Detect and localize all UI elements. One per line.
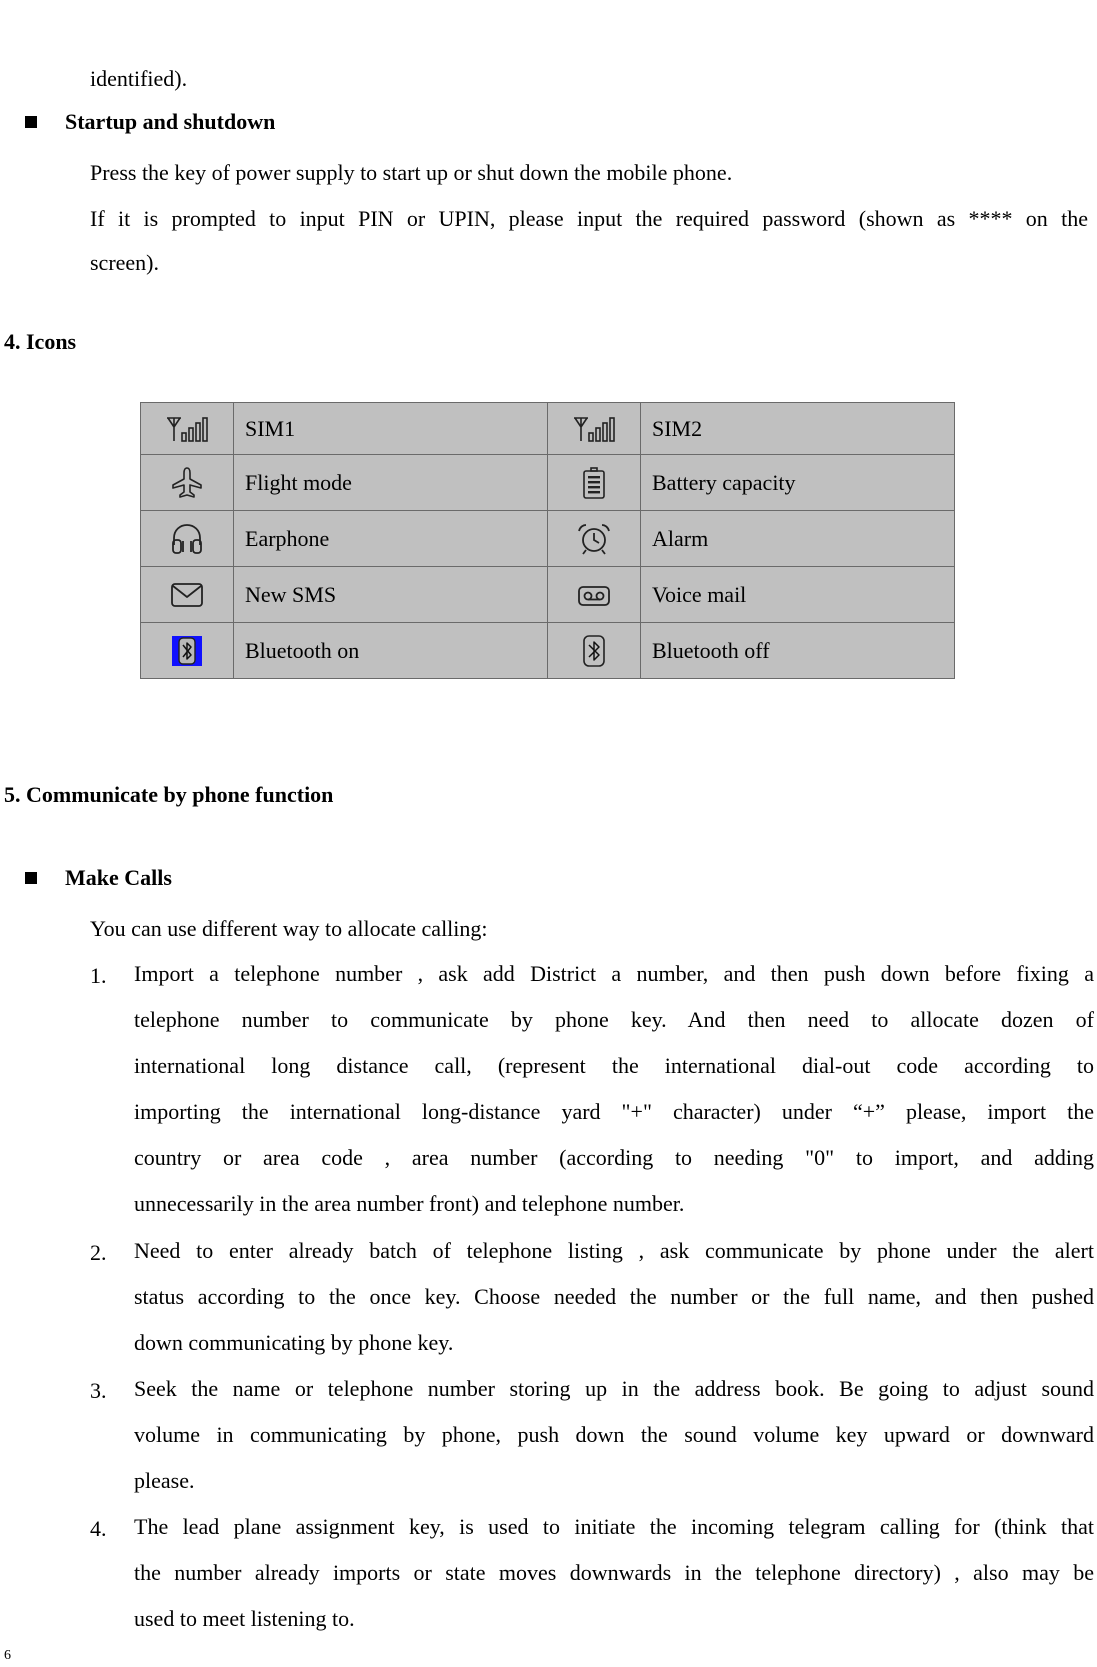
list-item-line: Seek the name or telephone number storing up in the address book. Be going to adjust sound	[134, 1376, 1094, 1401]
icon-cell	[548, 455, 641, 511]
bullet-square-icon	[25, 116, 37, 128]
icon-cell	[141, 511, 234, 567]
list-item	[134, 963, 1094, 1239]
icon-label: Earphone	[234, 511, 548, 567]
list-item-line: Import a telephone number , ask add District a number, and then push down before fixing a	[134, 961, 1094, 986]
section-4-heading: 4. Icons	[4, 329, 77, 354]
list-item-line: The lead plane assignment key, is used to initiate the incoming telegram calling for (think that	[134, 1514, 1094, 1539]
list-item-number: 2.	[90, 1240, 107, 1265]
list-item-number: 1.	[90, 963, 107, 988]
list-item-number: 3.	[90, 1378, 107, 1403]
icon-cell	[548, 403, 641, 455]
list-item-line: used to meet listening to.	[134, 1606, 355, 1631]
startup-heading: Startup and shutdown	[65, 109, 276, 134]
icon-cell	[548, 511, 641, 567]
continued-text: identified).	[90, 66, 188, 91]
icons-table	[140, 402, 955, 679]
bluetooth-off-icon	[581, 634, 607, 668]
icon-label: SIM1	[234, 403, 548, 455]
list-item-line: unnecessarily in the area number front) and telephone number.	[134, 1191, 685, 1216]
icon-cell	[141, 403, 234, 455]
list-item-line: volume in communicating by phone, push down the sound volume key upward or downward	[134, 1422, 1094, 1447]
icon-label: Bluetooth off	[641, 623, 955, 679]
list-item-number: 4.	[90, 1516, 107, 1541]
icon-label: Flight mode	[234, 455, 548, 511]
bluetooth-on-icon	[170, 634, 204, 668]
icon-cell	[141, 623, 234, 679]
icons-row	[141, 567, 955, 623]
icon-cell	[141, 567, 234, 623]
icons-row	[141, 403, 955, 455]
airplane-icon	[170, 466, 204, 500]
icon-label: Voice mail	[641, 567, 955, 623]
list-item-line: the number already imports or state moves downwards in the telephone directory) , also may be	[134, 1560, 1094, 1585]
signal-icon	[571, 415, 617, 443]
list-item-line: status according to the once key. Choose needed the number or the full name, and then pushed	[134, 1284, 1094, 1309]
list-item-line: down communicating by phone key.	[134, 1330, 454, 1355]
startup-line-2: If it is prompted to input PIN or UPIN, please input the required password (shown as **** on the	[90, 206, 1088, 231]
startup-line-1: Press the key of power supply to start up or shut down the mobile phone.	[90, 160, 733, 185]
icon-label: Alarm	[641, 511, 955, 567]
list-item-line: country or area code , area number (according to needing "0" to import, and adding	[134, 1145, 1094, 1170]
icon-label: New SMS	[234, 567, 548, 623]
list-item	[134, 1378, 1094, 1516]
icons-row	[141, 623, 955, 679]
list-item-line: Need to enter already batch of telephone listing , ask communicate by phone under the alert	[134, 1238, 1094, 1263]
icons-row	[141, 455, 955, 511]
section-5-heading: 5. Communicate by phone function	[4, 782, 334, 807]
icon-cell	[548, 623, 641, 679]
icon-cell	[548, 567, 641, 623]
list-item-line: telephone number to communicate by phone key. And then need to allocate dozen of	[134, 1007, 1094, 1032]
page-number: 6	[4, 1648, 11, 1663]
battery-icon	[582, 467, 606, 499]
bullet-square-icon	[25, 872, 37, 884]
make-calls-heading: Make Calls	[65, 865, 172, 890]
list-item	[134, 1240, 1094, 1378]
icon-label: Bluetooth on	[234, 623, 548, 679]
signal-icon	[164, 415, 210, 443]
list-item-line: international long distance call, (represent the international dial-out code according to	[134, 1053, 1094, 1078]
icons-row	[141, 511, 955, 567]
list-item	[134, 1516, 1094, 1654]
headphones-icon	[170, 523, 204, 555]
icon-label: Battery capacity	[641, 455, 955, 511]
icon-cell	[141, 455, 234, 511]
envelope-icon	[170, 582, 204, 608]
make-calls-intro: You can use different way to allocate calling:	[90, 916, 488, 941]
startup-line-3: screen).	[90, 250, 160, 275]
voicemail-icon	[577, 585, 611, 607]
alarm-clock-icon	[576, 522, 612, 556]
icon-label: SIM2	[641, 403, 955, 455]
list-item-line: please.	[134, 1468, 195, 1493]
list-item-line: importing the international long-distance yard "+" character) under “+” please, import the	[134, 1099, 1094, 1124]
